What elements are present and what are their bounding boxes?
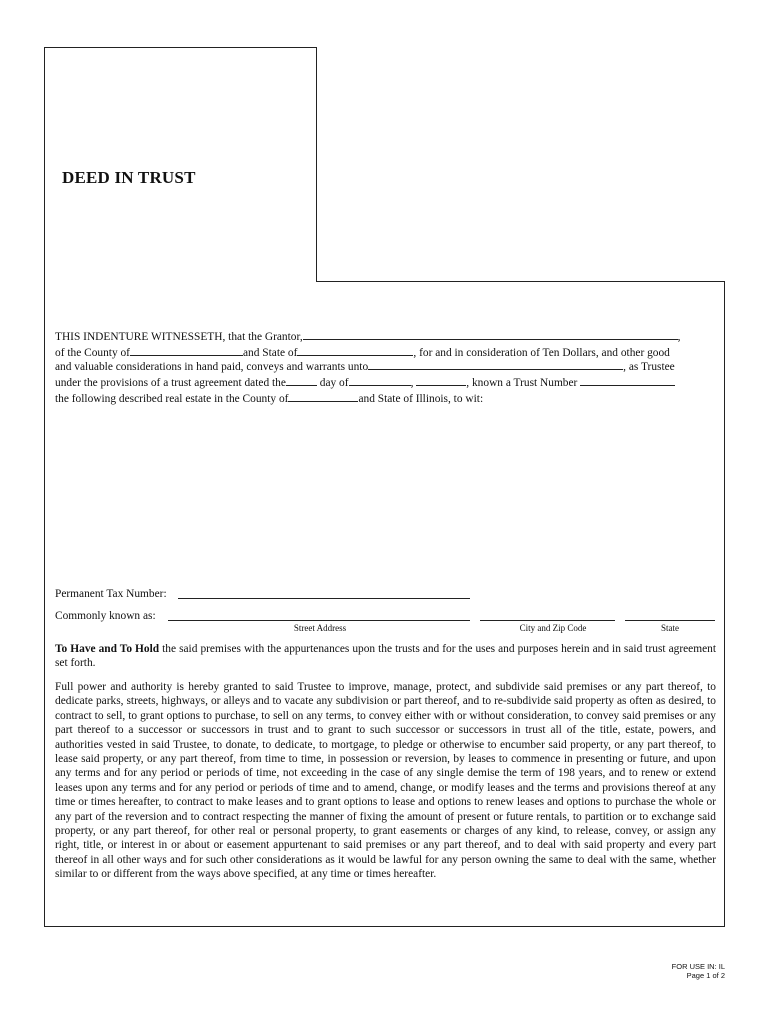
agreement-line: [55, 374, 675, 390]
state-blank-field[interactable]: [625, 620, 715, 621]
month-blank[interactable]: [349, 374, 411, 386]
habendum-text: the said premises with the appurtenances upon the trusts and for the uses and purposes herein and in said trust agreement set forth.: [55, 643, 717, 670]
day-of-label: day of: [319, 377, 349, 389]
frame-left: [44, 47, 45, 927]
tax-number-label: Permanent Tax Number:: [55, 588, 167, 600]
street-address-caption: Street Address: [293, 623, 347, 633]
state-label: and State of: [242, 347, 298, 359]
grantor-blank[interactable]: [303, 328, 678, 340]
conveys-text: and valuable considerations in hand paid, conveys and warrants unto: [55, 361, 369, 373]
frame-top-left: [44, 47, 317, 48]
real-estate-county-blank[interactable]: [288, 390, 358, 402]
city-zip-blank[interactable]: [480, 620, 615, 621]
real-estate-line: [55, 390, 483, 406]
date-comma: ,: [410, 377, 414, 389]
county-label: of the County of: [55, 347, 130, 359]
trust-number-label: , known a Trust Number: [466, 377, 578, 389]
grantor-label: THIS INDENTURE WITNESSETH, that the Grantor,: [55, 331, 303, 343]
city-zip-caption: City and Zip Code: [519, 623, 587, 633]
consideration-text: , for and in consideration of Ten Dollars, and other good: [413, 347, 670, 359]
page-footer: [672, 962, 725, 980]
trustee-blank[interactable]: [368, 358, 623, 370]
frame-notch-vertical: [316, 47, 317, 282]
county-blank[interactable]: [130, 344, 243, 356]
real-estate-text: the following described real estate in the County of: [55, 393, 289, 405]
tax-number-blank[interactable]: [178, 598, 470, 599]
state-blank[interactable]: [297, 344, 413, 356]
document-title: DEED IN TRUST: [62, 168, 196, 187]
year-blank[interactable]: [416, 374, 466, 386]
illinois-text: and State of Illinois, to wit:: [358, 393, 484, 405]
as-trustee-text: , as Trustee: [623, 361, 675, 373]
day-blank[interactable]: [286, 374, 317, 386]
grantor-line: [55, 328, 681, 344]
commonly-known-label: Commonly known as:: [55, 610, 156, 622]
frame-bottom: [44, 926, 725, 927]
state-caption: State: [661, 623, 679, 633]
habendum-clause: [55, 642, 716, 671]
frame-notch-horizontal: [316, 281, 725, 282]
habendum-heading: To Have and To Hold: [55, 643, 160, 655]
trust-number-blank[interactable]: [580, 374, 675, 386]
frame-right: [724, 281, 725, 927]
agreement-text: under the provisions of a trust agreement dated the: [55, 377, 286, 389]
footer-use: FOR USE IN: IL: [671, 962, 725, 971]
trustee-powers-clause: Full power and authority is hereby granted to said Trustee to improve, manage, protect, and subdivide said premises or any part thereof, to dedicate parks, streets, highways, or alleys and to vacate any subdivision or part thereof, and to re-subdivide said property as often as desired, to contract to sell, to grant options to purchase, to sell on any terms, to convey either with or without consideration, to convey said premises or any part thereof to a successor or successors in trust and to grant to such successor or successors in trust all of the title, estate, powers, and authorities vested in said Trustee, to donate, to dedicate, to mortgage, to pledge or otherwise to encumber said property, or any part thereof, to lease said property, or any part thereof, from time to time, in possession or reversion, by leases to commence in presenting or future, and upon any terms and for any period or periods of time, not exceeding in the case of any single demise the term of 198 years, and to renew or extend leases upon any terms and for any period or periods of time and to amend, change, or modify leases and the terms and provisions thereof at any time or times hereafter, to contract to make leases and to grant options to lease and options to renew leases and options to purchase the whole or any part of the reversion and to contract respecting the manner of fixing the amount of present or future rentals, to partition or to exchange said property, or any part thereof, for other real or personal property, to grant easements or charges of any kind, to release, convey, or assign any right, title, or interest in or about or easement appurtenant to said premises or any part thereof, and to deal with said property and every part thereof in all other ways and for such other considerations as it would be lawful for any person owning the same to deal with the same, whether similar to or different from the ways above specified, at any time or times hereafter.: [55, 681, 716, 881]
footer-page: Page 1 of 2: [686, 971, 725, 980]
trustee-line: [55, 358, 675, 374]
grantor-comma: ,: [677, 331, 681, 343]
street-address-blank[interactable]: [168, 620, 470, 621]
